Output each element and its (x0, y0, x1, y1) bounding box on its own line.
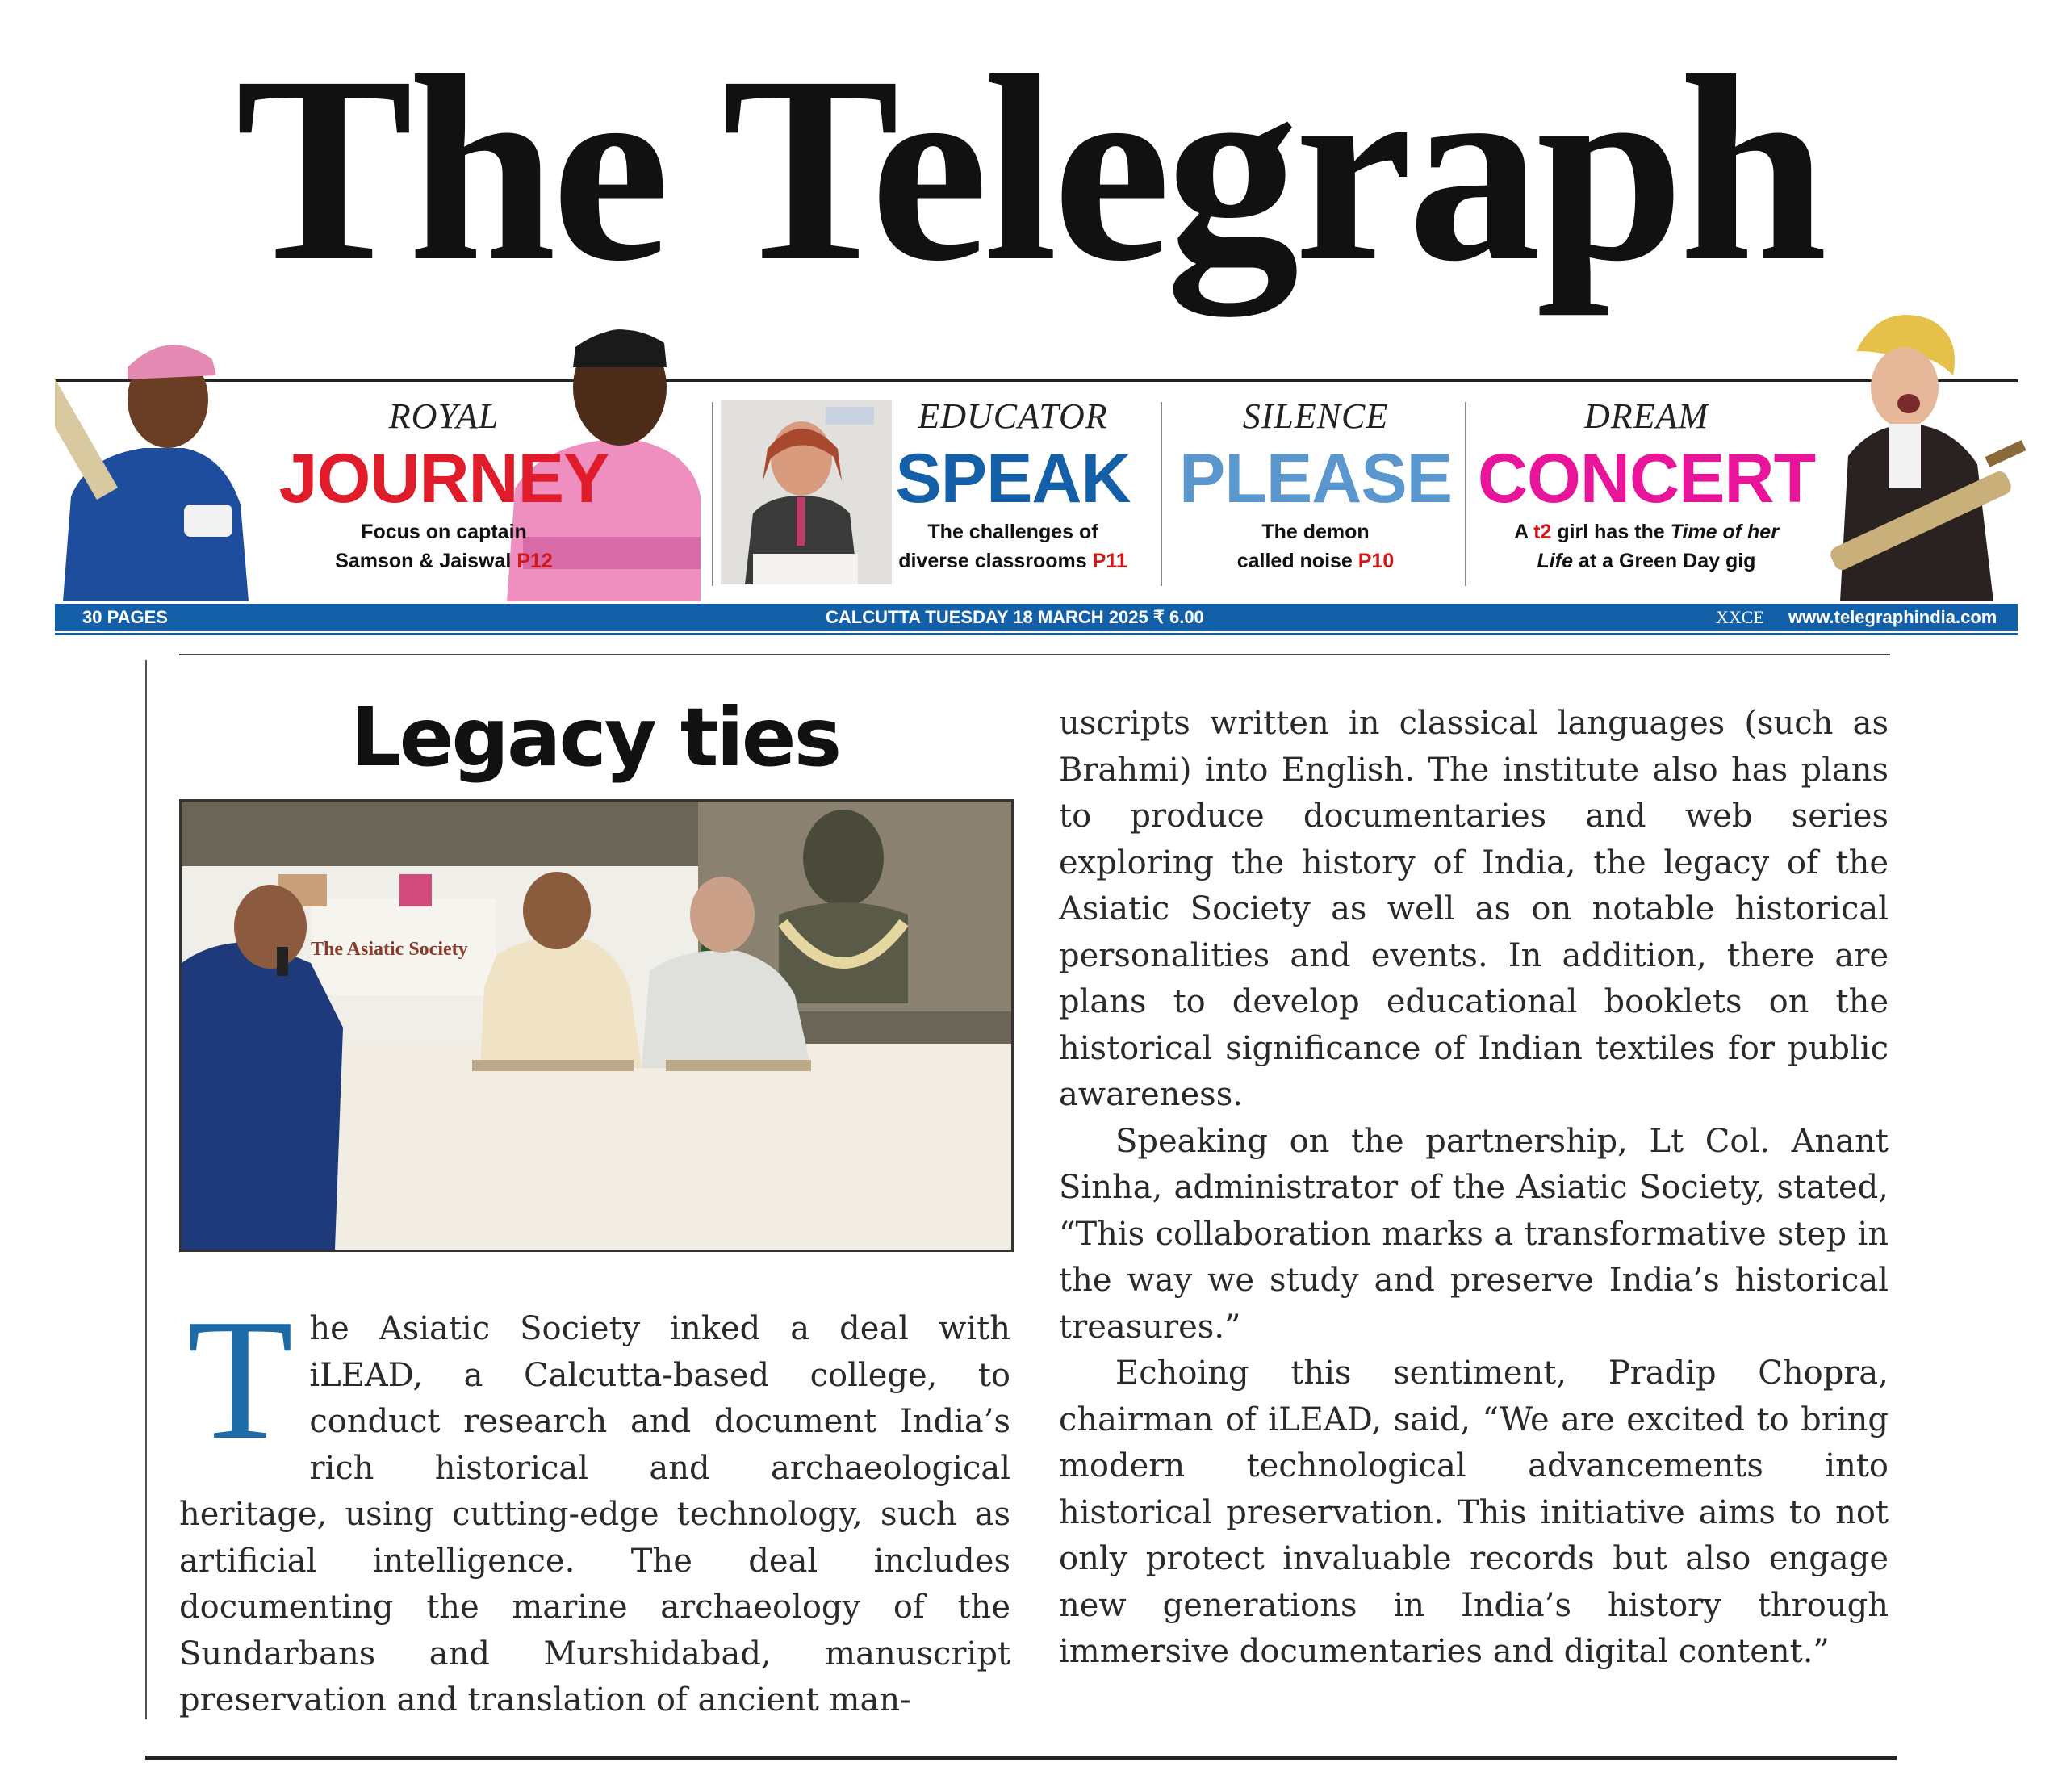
teaser-dream-concert[interactable] (1477, 396, 1816, 597)
edition-code: XXCE (1716, 607, 1764, 627)
article-top-rule (179, 654, 1890, 655)
t2-logo: t2 (1533, 521, 1552, 543)
teaser-subline: The challenges of diverse classrooms P11 (898, 521, 1127, 572)
teaser-royal-journey[interactable] (242, 396, 646, 597)
teaser-kicker: EDUCATOR (918, 396, 1108, 436)
article-lead-paragraph: he Asiatic Society inked a deal with iLEAD, a Calcutta-based college, to conduct research and document India’s rich historical and archaeological heritage, using cutting-edge technology, such as artificial intelligence. The deal includes documenting the marine archaeology of the Sundarbans and Murshidabad, manuscript preservation and translation of ancient man- (179, 1310, 1010, 1719)
teaser-kicker: SILENCE (1242, 396, 1389, 436)
teaser-silence-please[interactable] (1170, 396, 1461, 597)
teaser-headline: CONCERT (1477, 440, 1816, 517)
article-left-rule (145, 660, 147, 1719)
website-link[interactable]: www.telegraphindia.com (1788, 607, 1997, 627)
teaser-photo-educator (721, 400, 892, 584)
masthead-title: The Telegraph (235, 22, 1823, 316)
page-count: 30 PAGES (82, 607, 168, 627)
teaser-photo-guitarist (1808, 303, 2026, 601)
article-paragraph: Speaking on the partnership, Lt Col. Anant Sinha, administrator of the Asiatic Society, stated, “This collaboration marks a transformative step in the way we study and preserve India’s historical treasures.” (1059, 1122, 1889, 1346)
teaser-subline: A t2 girl has the Time of her Life at a Green Day gig (1514, 521, 1779, 572)
article-headline: Legacy ties (349, 690, 840, 785)
article-paragraph: uscripts written in classical languages (such as Brahmi) into English. The institute also has plans to produce documentaries and web series exploring the history of India, the legacy of the Asiatic Society as well as on notable historical personalities and events. In addition, there are plans to develop educational booklets on the historical significance of Indian textiles for public awareness. (1059, 705, 1889, 1113)
teaser-kicker: ROYAL (388, 396, 500, 436)
teaser-kicker: DREAM (1583, 396, 1709, 436)
teaser-separator (1161, 402, 1162, 586)
teaser-headline: JOURNEY (278, 440, 609, 517)
teaser-headline: PLEASE (1178, 440, 1453, 517)
teaser-headline: SPEAK (895, 440, 1131, 517)
dateline: CALCUTTA TUESDAY 18 MARCH 2025 ₹ 6.00 (826, 607, 1204, 627)
article-bottom-rule (145, 1756, 1897, 1760)
teaser-separator (1465, 402, 1466, 586)
article-photo (179, 799, 1014, 1252)
dateline-strip (55, 604, 2018, 631)
drop-cap: T (187, 1283, 294, 1476)
teaser-subline: The demon called noise P10 (1236, 521, 1395, 572)
teaser-subline: Focus on captain Samson & Jaiswal P12 (335, 521, 553, 572)
teaser-separator (712, 402, 713, 586)
article-paragraph: Echoing this sentiment, Pradip Chopra, chairman of iLEAD, said, “We are excited to bring modern technological advancements into historical preservation. This initiative aims to not only protect invaluable records but also engage new generations in India’s history through immersive documentaries and digital content.” (1059, 1354, 1889, 1670)
article-column-2 (1059, 701, 1889, 1676)
photo-banner-text: The Asiatic Society (311, 939, 468, 960)
teaser-educator-speak[interactable] (892, 396, 1134, 597)
strip-underline (55, 633, 2018, 635)
article-column-1 (179, 1283, 1010, 1724)
